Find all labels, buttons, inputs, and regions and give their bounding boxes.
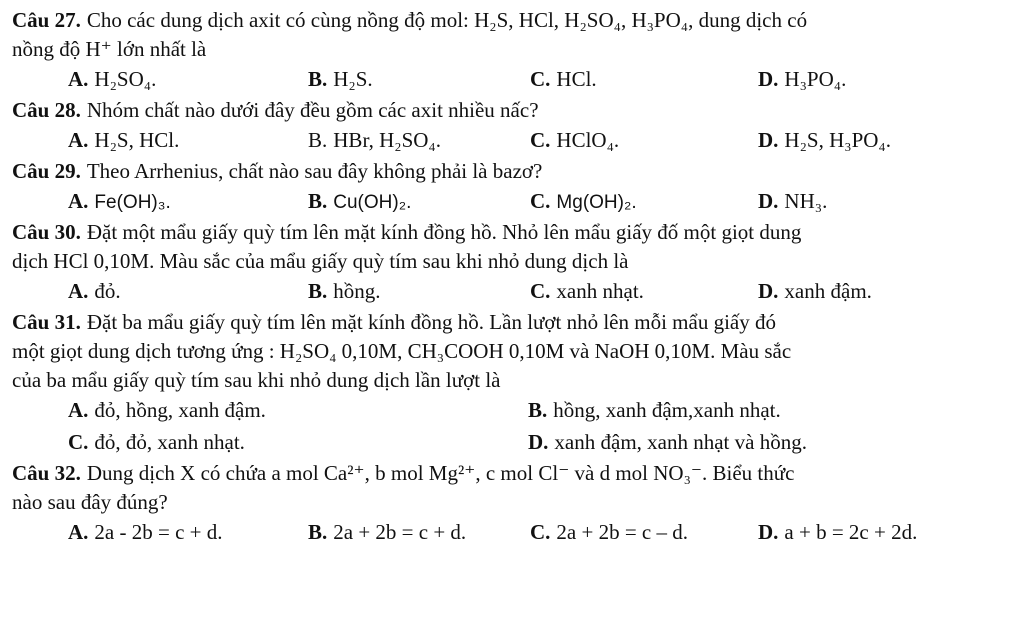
answer-options bbox=[12, 186, 1012, 218]
option-text: H₂S, H₃PO₄. bbox=[784, 128, 891, 153]
question-text: Cho các dung dịch axit có cùng nồng độ mol: H₂S, HCl, H₂SO₄, H₃PO₄, dung dịch có bbox=[86, 7, 808, 32]
option-letter: D. bbox=[758, 67, 779, 92]
answer-options bbox=[12, 427, 1012, 459]
answer-options bbox=[12, 517, 1012, 549]
option-letter: A. bbox=[68, 520, 89, 545]
question-29-line-1 bbox=[12, 157, 1012, 186]
option-text: H₂S. bbox=[333, 67, 373, 92]
option-text: hồng. bbox=[333, 279, 381, 304]
option-text: đỏ, đỏ, xanh nhạt. bbox=[94, 430, 245, 455]
option-letter: A. bbox=[68, 398, 89, 423]
option-c[interactable] bbox=[530, 128, 758, 153]
answer-options bbox=[12, 64, 1012, 96]
question-27-line-2 bbox=[12, 35, 1012, 64]
option-letter: D. bbox=[758, 279, 779, 304]
option-letter: C. bbox=[530, 189, 551, 214]
option-text: hồng, xanh đậm,xanh nhạt. bbox=[553, 398, 781, 423]
option-text: 2a + 2b = c – d. bbox=[556, 520, 688, 545]
question-31 bbox=[12, 308, 1012, 459]
option-letter: C. bbox=[530, 279, 551, 304]
option-a[interactable] bbox=[68, 520, 308, 545]
question-27-line-1 bbox=[12, 6, 1012, 35]
answer-options bbox=[12, 125, 1012, 157]
option-letter: C. bbox=[530, 128, 551, 153]
question-text: Theo Arrhenius, chất nào sau đây không phải là bazơ? bbox=[86, 158, 543, 183]
option-letter: B. bbox=[308, 67, 328, 92]
question-label: Câu 31. bbox=[12, 309, 81, 334]
option-letter: D. bbox=[758, 128, 779, 153]
option-d[interactable] bbox=[758, 189, 978, 214]
option-b[interactable] bbox=[308, 520, 530, 545]
question-30-line-2 bbox=[12, 247, 1012, 276]
option-text: HCl. bbox=[556, 67, 597, 92]
question-27 bbox=[12, 6, 1012, 96]
option-text: a + b = 2c + 2d. bbox=[784, 520, 918, 545]
option-letter: A. bbox=[68, 128, 89, 153]
question-label: Câu 30. bbox=[12, 219, 81, 244]
question-label: Câu 27. bbox=[12, 7, 81, 32]
answer-options bbox=[12, 395, 1012, 427]
option-b[interactable] bbox=[308, 67, 530, 92]
question-text: Đặt một mẩu giấy quỳ tím lên mặt kính đồng hồ. Nhỏ lên mẩu giấy đố một giọt dung bbox=[86, 219, 802, 244]
question-text: nào sau đây đúng? bbox=[12, 489, 168, 514]
question-text: nồng độ H⁺ lớn nhất là bbox=[12, 36, 207, 61]
option-a[interactable] bbox=[68, 279, 308, 304]
option-letter: D. bbox=[758, 520, 779, 545]
option-text: Cu(OH)₂. bbox=[333, 192, 412, 214]
option-letter: D. bbox=[758, 189, 779, 214]
option-c[interactable] bbox=[68, 430, 528, 455]
option-text: H₂SO₄. bbox=[94, 67, 157, 92]
option-c[interactable] bbox=[530, 189, 758, 215]
answer-options bbox=[12, 276, 1012, 308]
option-a[interactable] bbox=[68, 128, 308, 153]
option-text: đỏ, hồng, xanh đậm. bbox=[94, 398, 266, 423]
question-32 bbox=[12, 459, 1012, 549]
option-letter: A. bbox=[68, 67, 89, 92]
option-letter: A. bbox=[68, 279, 89, 304]
option-d[interactable] bbox=[758, 520, 978, 545]
option-text: HClO₄. bbox=[556, 128, 620, 153]
question-31-line-3 bbox=[12, 366, 1012, 395]
option-c[interactable] bbox=[530, 520, 758, 545]
question-text: Dung dịch X có chứa a mol Ca²⁺, b mol Mg²⁺, c mol Cl⁻ và d mol NO₃⁻. Biểu thức bbox=[86, 460, 795, 485]
option-d[interactable] bbox=[528, 430, 968, 455]
option-text: Fe(OH)₃. bbox=[94, 192, 171, 214]
option-letter: B. bbox=[308, 189, 328, 214]
option-b[interactable] bbox=[528, 398, 968, 423]
option-letter: B. bbox=[308, 128, 328, 153]
option-a[interactable] bbox=[68, 398, 528, 423]
question-28 bbox=[12, 96, 1012, 157]
question-31-line-1 bbox=[12, 308, 1012, 337]
option-a[interactable] bbox=[68, 67, 308, 92]
option-text: HBr, H₂SO₄. bbox=[333, 128, 441, 153]
option-letter: B. bbox=[308, 520, 328, 545]
question-30-line-1 bbox=[12, 218, 1012, 247]
question-32-line-2 bbox=[12, 488, 1012, 517]
option-letter: A. bbox=[68, 189, 89, 214]
option-d[interactable] bbox=[758, 67, 978, 92]
option-b[interactable] bbox=[308, 128, 530, 153]
option-letter: B. bbox=[308, 279, 328, 304]
option-letter: D. bbox=[528, 430, 549, 455]
question-30 bbox=[12, 218, 1012, 308]
option-text: Mg(OH)₂. bbox=[556, 192, 637, 214]
option-text: xanh đậm, xanh nhạt và hồng. bbox=[554, 430, 807, 455]
option-d[interactable] bbox=[758, 128, 978, 153]
question-label: Câu 29. bbox=[12, 158, 81, 183]
option-letter: B. bbox=[528, 398, 548, 423]
option-letter: C. bbox=[530, 520, 551, 545]
option-b[interactable] bbox=[308, 279, 530, 304]
option-text: H₃PO₄. bbox=[784, 67, 847, 92]
question-text: của ba mẩu giấy quỳ tím sau khi nhỏ dung dịch lần lượt là bbox=[12, 367, 501, 392]
option-letter: C. bbox=[68, 430, 89, 455]
option-d[interactable] bbox=[758, 279, 978, 304]
option-text: 2a - 2b = c + d. bbox=[94, 520, 223, 545]
option-a[interactable] bbox=[68, 189, 308, 215]
question-text: Đặt ba mẩu giấy quỳ tím lên mặt kính đồng hồ. Lần lượt nhỏ lên mỗi mẩu giấy đó bbox=[86, 309, 776, 334]
question-text: dịch HCl 0,10M. Màu sắc của mẩu giấy quỳ tím sau khi nhỏ dung dịch là bbox=[12, 248, 629, 273]
option-text: H₂S, HCl. bbox=[94, 128, 180, 153]
option-text: đỏ. bbox=[94, 279, 121, 304]
question-32-line-1 bbox=[12, 459, 1012, 488]
question-28-line-1 bbox=[12, 96, 1012, 125]
question-31-line-2 bbox=[12, 337, 1012, 366]
question-label: Câu 32. bbox=[12, 460, 81, 485]
option-text: xanh nhạt. bbox=[556, 279, 644, 304]
option-c[interactable] bbox=[530, 279, 758, 304]
question-text: một giọt dung dịch tương ứng : H₂SO₄ 0,10M, CH₃COOH 0,10M và NaOH 0,10M. Màu sắc bbox=[12, 338, 792, 363]
option-text: xanh đậm. bbox=[784, 279, 872, 304]
option-letter: C. bbox=[530, 67, 551, 92]
question-29 bbox=[12, 157, 1012, 218]
question-label: Câu 28. bbox=[12, 97, 81, 122]
question-text: Nhóm chất nào dưới đây đều gồm các axit nhiều nấc? bbox=[86, 97, 539, 122]
option-b[interactable] bbox=[308, 189, 530, 215]
option-c[interactable] bbox=[530, 67, 758, 92]
option-text: NH₃. bbox=[784, 189, 828, 214]
option-text: 2a + 2b = c + d. bbox=[333, 520, 467, 545]
